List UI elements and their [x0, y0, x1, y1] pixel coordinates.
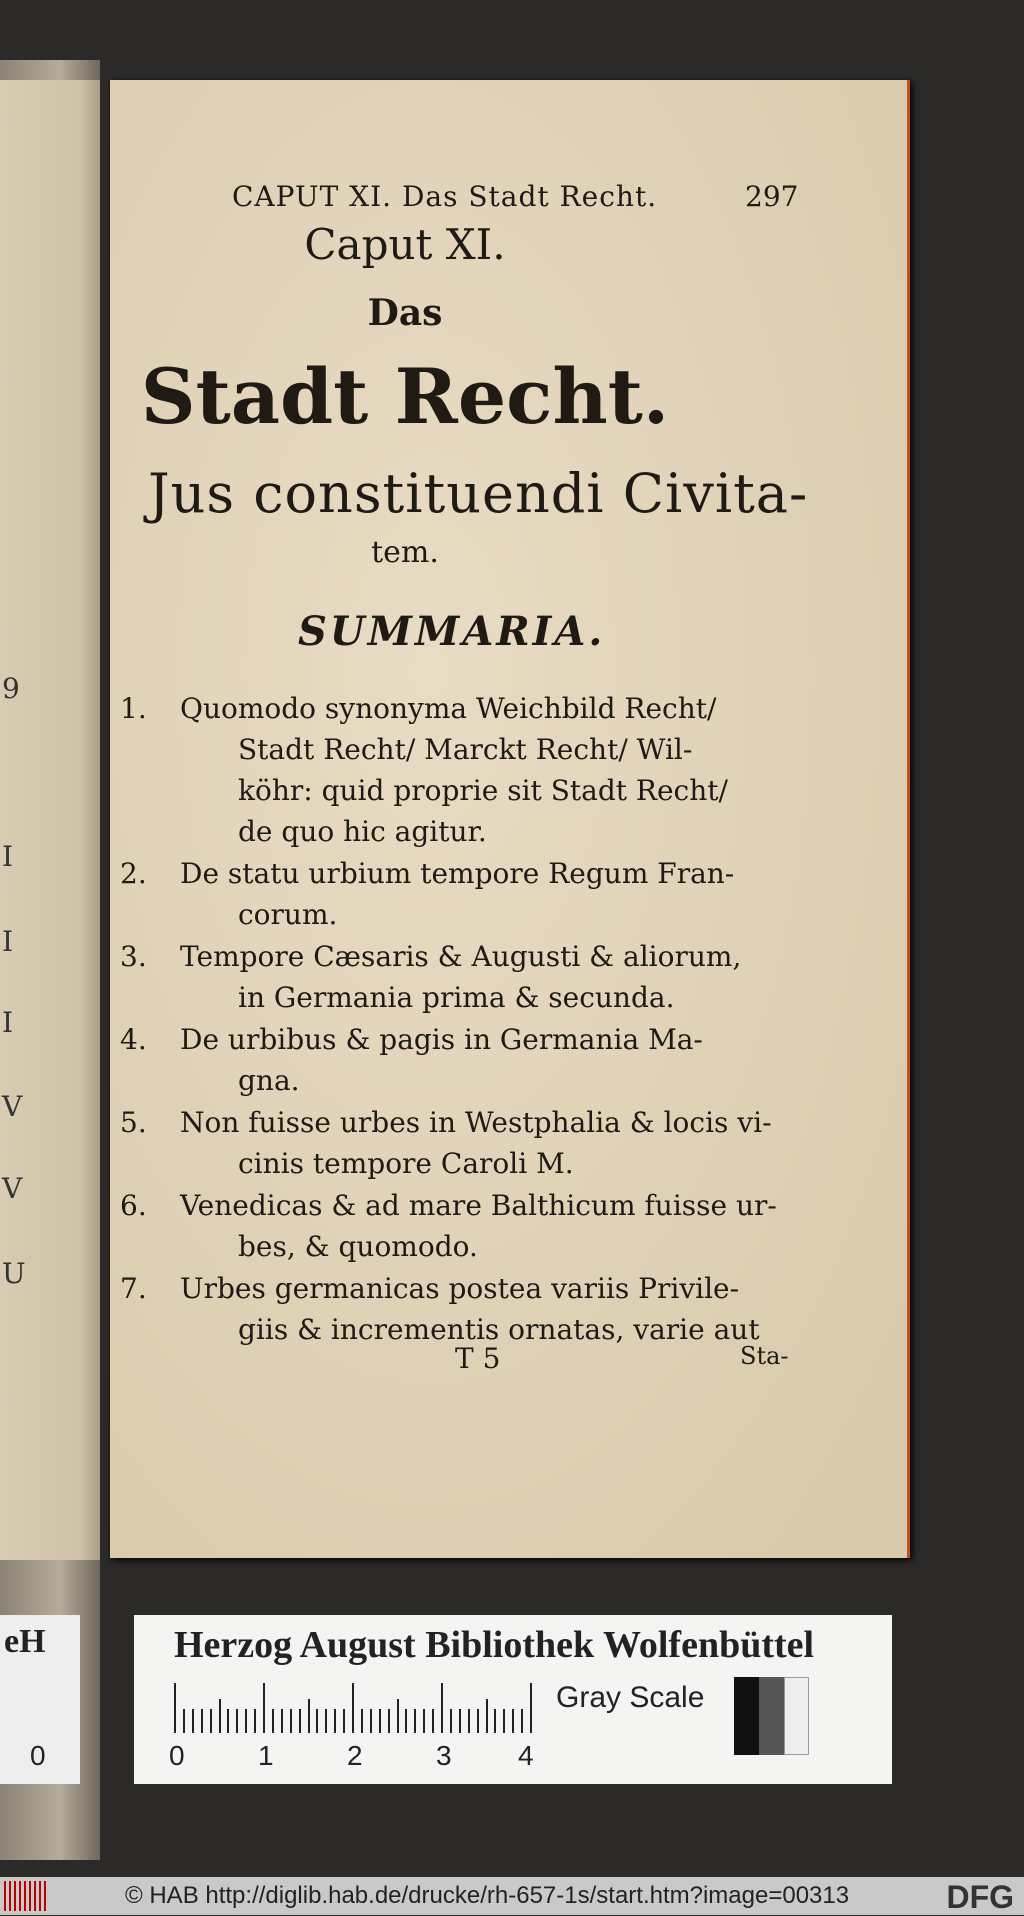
ruler-tick	[325, 1709, 327, 1733]
signature-mark: T 5	[455, 1342, 501, 1375]
running-head: CAPUT XI. Das Stadt Recht.	[232, 180, 658, 213]
ruler-tick	[245, 1709, 247, 1733]
ruler-tick	[308, 1699, 310, 1733]
item-line: in Germania prima & secunda.	[238, 981, 675, 1014]
item-number: 2.	[120, 857, 147, 890]
margin-number: V	[2, 1090, 23, 1123]
ruler-tick	[361, 1709, 363, 1733]
margin-number: I	[2, 840, 14, 873]
ruler-tick	[290, 1709, 292, 1733]
ruler-tick	[468, 1709, 470, 1733]
ruler-tick	[477, 1709, 479, 1733]
ruler-tick	[219, 1699, 221, 1733]
scale-label: 0	[169, 1740, 185, 1771]
ruler-tick	[388, 1709, 390, 1733]
item-number: 6.	[120, 1189, 147, 1222]
color-calibration-card	[134, 1615, 892, 1784]
ruler-tick	[192, 1709, 194, 1733]
ruler-tick	[521, 1709, 523, 1733]
ruler-tick	[236, 1709, 238, 1733]
facing-color-card	[0, 1615, 80, 1784]
item-line: Non fuisse urbes in Westphalia & locis vi-	[180, 1106, 772, 1139]
hab-logo-icon	[4, 1881, 48, 1911]
ruler-tick	[174, 1683, 176, 1733]
scale-label: 2	[347, 1740, 363, 1771]
item-line: gna.	[238, 1064, 300, 1097]
ruler-tick	[227, 1709, 229, 1733]
ruler-tick	[397, 1699, 399, 1733]
latin-title: Jus constituendi Civita-	[148, 462, 809, 525]
ruler-tick	[530, 1683, 532, 1733]
ruler-tick	[512, 1709, 514, 1733]
scale-label: 3	[436, 1740, 452, 1771]
margin-number: V	[2, 1172, 23, 1205]
ruler-tick	[254, 1709, 256, 1733]
ruler-tick	[316, 1709, 318, 1733]
ruler-tick	[405, 1709, 407, 1733]
gray-swatch-dark	[759, 1677, 784, 1755]
dfg-logo: DFG	[946, 1879, 1014, 1915]
item-line: Quomodo synonyma Weichbild Recht/	[180, 692, 717, 725]
item-line: Venedicas & ad mare Balthicum fuisse ur-	[180, 1189, 777, 1222]
item-line: corum.	[238, 898, 338, 931]
item-line: Tempore Cæsaris & Augusti & aliorum,	[180, 940, 742, 973]
ruler-tick	[201, 1709, 203, 1733]
item-line: Urbes germanicas postea variis Privile-	[180, 1272, 740, 1305]
item-line: Stadt Recht/ Marckt Recht/ Wil-	[238, 733, 693, 766]
gray-swatch-white	[784, 1677, 809, 1755]
ruler-tick	[459, 1709, 461, 1733]
item-number: 1.	[120, 692, 147, 725]
item-number: 4.	[120, 1023, 147, 1056]
copyright-url[interactable]: © HAB http://diglib.hab.de/drucke/rh-657-1s/start.htm?image=00313	[125, 1882, 850, 1909]
book-page	[110, 80, 910, 1558]
latin-title-cont: tem.	[371, 535, 439, 570]
ruler-tick	[334, 1709, 336, 1733]
ruler-tick	[414, 1709, 416, 1733]
ruler-tick	[281, 1709, 283, 1733]
chapter-title: Stadt Recht.	[140, 352, 670, 441]
item-number: 5.	[120, 1106, 147, 1139]
gray-swatch-black	[734, 1677, 759, 1755]
summaria-heading: SUMMARIA.	[298, 608, 606, 655]
ruler-tick	[183, 1709, 185, 1733]
item-line: de quo hic agitur.	[238, 815, 487, 848]
ruler-tick	[486, 1699, 488, 1733]
scale-label: 4	[518, 1740, 534, 1771]
facing-page-edge	[0, 60, 100, 1860]
ruler-tick	[370, 1709, 372, 1733]
page-number: 297	[745, 180, 799, 213]
ruler-tick	[441, 1683, 443, 1733]
item-number: 7.	[120, 1272, 147, 1305]
item-line: giis & incrementis ornatas, varie aut	[238, 1313, 760, 1346]
title-article: Das	[367, 292, 443, 334]
ruler-tick	[432, 1709, 434, 1733]
facing-card-tick: 0	[30, 1740, 46, 1771]
facing-card-text: eH	[4, 1623, 46, 1660]
ruler-tick	[494, 1709, 496, 1733]
gray-scale-label: Gray Scale	[556, 1681, 705, 1714]
catchword: Sta-	[740, 1342, 789, 1370]
item-line: De statu urbium tempore Regum Fran-	[180, 857, 735, 890]
item-line: bes, & quomodo.	[238, 1230, 478, 1263]
ruler-tick	[352, 1683, 354, 1733]
margin-number: I	[2, 925, 14, 958]
chapter-heading: Caput XI.	[304, 220, 506, 269]
library-name: Herzog August Bibliothek Wolfenbüttel	[174, 1624, 815, 1666]
margin-number: I	[2, 1006, 14, 1039]
ruler-tick	[503, 1709, 505, 1733]
item-line: köhr: quid proprie sit Stadt Recht/	[238, 774, 728, 807]
scale-label: 1	[258, 1740, 274, 1771]
ruler-tick	[299, 1709, 301, 1733]
item-number: 3.	[120, 940, 147, 973]
ruler-tick	[450, 1709, 452, 1733]
footer-bar	[0, 1877, 1024, 1915]
item-line: cinis tempore Caroli M.	[238, 1147, 574, 1180]
margin-number: 9	[2, 672, 20, 705]
ruler-tick	[343, 1709, 345, 1733]
ruler-tick	[272, 1709, 274, 1733]
ruler-tick	[210, 1709, 212, 1733]
ruler-tick	[263, 1683, 265, 1733]
margin-number: U	[2, 1257, 26, 1290]
item-line: De urbibus & pagis in Germania Ma-	[180, 1023, 703, 1056]
ruler-tick	[423, 1709, 425, 1733]
ruler-tick	[379, 1709, 381, 1733]
scale-ruler	[174, 1683, 534, 1733]
